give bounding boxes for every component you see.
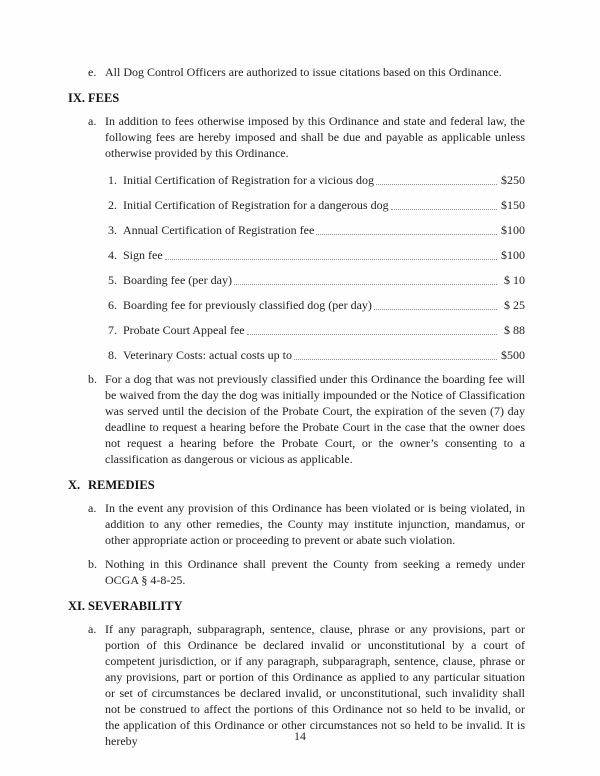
fee-label: Annual Certification of Registration fee [123, 223, 315, 237]
dotted-leader [247, 334, 497, 335]
fee-number: 2. [108, 198, 117, 212]
dotted-leader [294, 359, 497, 360]
paragraph-text: Nothing in this Ordinance shall prevent the County from seeking a remedy under OCGA § 4-8-25. [105, 557, 525, 587]
dotted-leader [316, 234, 497, 235]
fee-number: 5. [108, 273, 117, 287]
fee-label: Veterinary Costs: actual costs up to [123, 348, 292, 362]
fee-label: Initial Certification of Registration for a dangerous dog [123, 198, 389, 212]
fee-amount: $500 [501, 348, 525, 362]
fee-amount: $ 25 [504, 298, 525, 312]
section-heading-severability [68, 598, 525, 614]
fee-item [108, 271, 525, 288]
paragraph-text: If any paragraph, subparagraph, sentence, clause, phrase or any provisions, part or portion of this Ordinance be declared invalid or unconstitutional by a court of competent jurisdiction, or if any paragraph, subparagraph, sentence, clause, phrase or any provisions, part or portion of this Ordinance as applied to any particular situation or set of circumstances be declared invalid, or unconstitutional, such invalidity shall not be construed to affect the portions of this Ordinance not so held to be invalid, or the application of this Ordinance or other circumstances not so held to be invalid. It is hereby [105, 622, 525, 748]
fee-item [108, 296, 525, 313]
section-numeral: IX. [68, 91, 86, 105]
section-heading-remedies [68, 477, 525, 493]
fee-item [108, 346, 525, 363]
paragraph-marker: a. [88, 622, 97, 636]
fee-label: Boarding fee (per day) [123, 273, 232, 287]
paragraph-marker: b. [88, 557, 97, 571]
section-title: FEES [88, 91, 120, 105]
fee-number: 1. [108, 173, 117, 187]
section-title: SEVERABILITY [88, 599, 183, 613]
dotted-leader [376, 184, 497, 185]
paragraph-text: In addition to fees otherwise imposed by this Ordinance and state and federal law, the following fees are hereby imposed and shall be due and payable as applicable unless otherwise provided by this Ordinance. [105, 114, 525, 160]
fee-label: Boarding fee for previously classified dog (per day) [123, 298, 372, 312]
paragraph-text: In the event any provision of this Ordinance has been violated or is being violated, in addition to any other remedies, the County may institute injunction, mandamus, or other appropriate action or proceeding to prevent or abate such violation. [105, 501, 525, 547]
fee-item [108, 196, 525, 213]
fees-paragraph-a [88, 113, 525, 161]
fee-item [108, 321, 525, 338]
paragraph-marker: a. [88, 114, 97, 128]
fee-number: 3. [108, 223, 117, 237]
intro-item [88, 64, 525, 80]
fees-paragraph-b [88, 371, 525, 467]
fee-amount: $150 [501, 198, 525, 212]
fee-amount: $100 [501, 223, 525, 237]
dotted-leader [165, 259, 497, 260]
section-numeral: X. [68, 478, 81, 492]
section-heading-fees [68, 90, 525, 106]
fee-schedule [108, 171, 525, 363]
paragraph-text: For a dog that was not previously classified under this Ordinance the boarding fee will be waived from the day the dog was initially impounded or the Notice of Classification was served until the decision of the Probate Court, the expiration of the seven (7) day deadline to request a hearing before the Probate Court in the case that the owner does not request a hearing before the Probate Court, or the owner’s consenting to a classification as dangerous or vicious as applicable. [105, 372, 525, 466]
dotted-leader [234, 284, 497, 285]
paragraph-marker: a. [88, 501, 97, 515]
remedies-paragraph-b [88, 556, 525, 588]
fee-number: 7. [108, 323, 117, 337]
page-number: 14 [294, 729, 306, 743]
remedies-paragraph-a [88, 500, 525, 548]
dotted-leader [391, 209, 497, 210]
fee-amount: $100 [501, 248, 525, 262]
intro-item-marker: e. [88, 65, 97, 79]
fee-number: 8. [108, 348, 117, 362]
intro-item-text: All Dog Control Officers are authorized to issue citations based on this Ordinance. [105, 65, 502, 79]
paragraph-marker: b. [88, 372, 97, 386]
fee-label: Initial Certification of Registration for a vicious dog [123, 173, 374, 187]
fee-number: 6. [108, 298, 117, 312]
fee-amount: $ 10 [504, 273, 525, 287]
fee-amount: $250 [501, 173, 525, 187]
fee-number: 4. [108, 248, 117, 262]
fee-item [108, 221, 525, 238]
fee-label: Sign fee [123, 248, 163, 262]
dotted-leader [374, 309, 497, 310]
fee-item [108, 246, 525, 263]
fee-amount: $ 88 [504, 323, 525, 337]
section-numeral: XI. [68, 599, 86, 613]
section-title: REMEDIES [88, 478, 155, 492]
fee-label: Probate Court Appeal fee [123, 323, 245, 337]
fee-item [108, 171, 525, 188]
